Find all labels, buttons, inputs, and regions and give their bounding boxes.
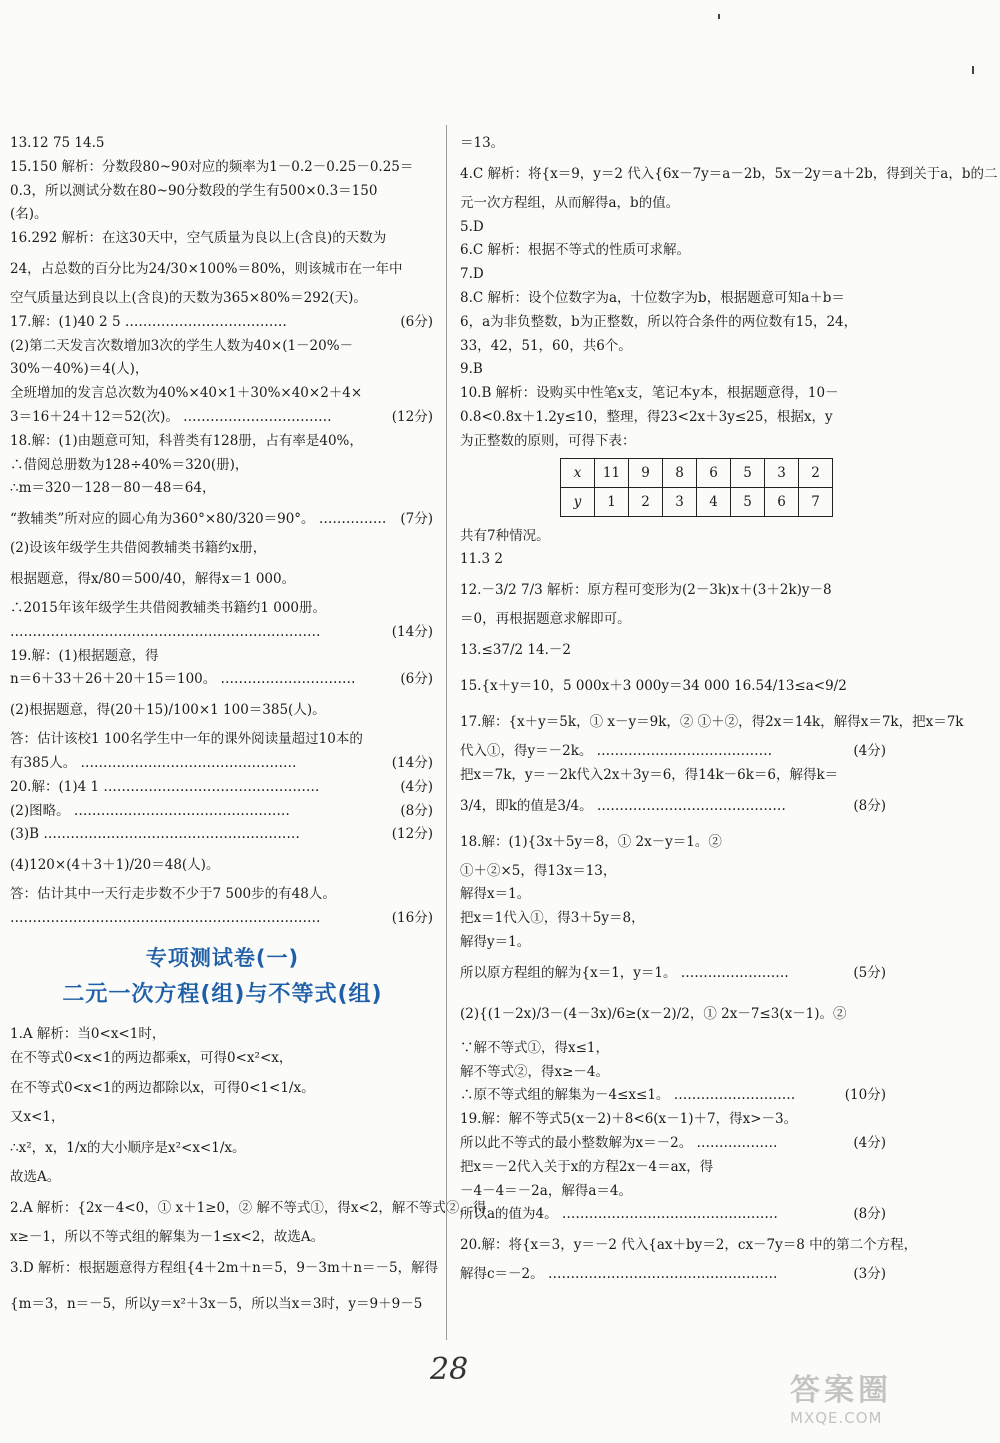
answer-text: x≥－1，所以不等式组的解集为－1≤x<2，故选A。 [10, 1228, 325, 1245]
left-answers-part2 [10, 1023, 487, 1322]
answer-line [460, 1061, 888, 1085]
answer-line [460, 1227, 918, 1263]
answer-line [10, 335, 435, 359]
answer-line [460, 132, 888, 156]
table-cell: 6 [697, 458, 731, 487]
answer-text: ∴x²，x，1/x的大小顺序是x²<x<1/x。 [10, 1140, 246, 1157]
answer-line [10, 1166, 435, 1190]
score-mark: (4分) [400, 778, 433, 795]
answer-text: 18.解：(1)由题意可知，科普类有128册，占有率是40%， [10, 432, 363, 449]
scan-speck [718, 14, 720, 19]
table-cell: y [561, 487, 595, 516]
answer-text: 把x＝7k，y＝－2k代入2x＋3y＝6，得14k－6k＝6，解得k＝ [460, 766, 839, 783]
answer-text: 30%－40%)＝4(人)， [10, 361, 149, 378]
answer-line [460, 335, 888, 359]
score-mark: (10分) [844, 1087, 886, 1104]
answer-text: 20.解：(1)4 1 ………………………………………… [10, 778, 320, 795]
answer-line [460, 287, 888, 311]
answer-text: 15.{x＋y＝10，5 000x＋3 000y＝34 000 16.54/13≤a<9/2 [460, 677, 847, 694]
answer-text: ∴原不等式组的解集为－4≤x≤1。 ……………………… [460, 1087, 796, 1104]
answer-text: 7.D [460, 266, 484, 283]
answer-text: 在不等式0<x<1的两边都除以x，可得0<1<1/x。 [10, 1080, 315, 1097]
answer-line [10, 203, 435, 227]
table-cell: x [561, 458, 595, 487]
answer-line [460, 1132, 888, 1156]
table-cell: 8 [663, 458, 697, 487]
answer-text: 解得x＝1。 [460, 886, 531, 903]
answer-text: 又x<1， [10, 1109, 65, 1126]
answer-text: (2)图略。 ………………………………………… [10, 802, 290, 819]
answer-text: 代入①，得y＝－2k。 ………………………………… [460, 742, 773, 759]
answer-text: 17.解：{x＋y＝5k，① x－y＝9k，② ①＋②，得2x＝14k，解得x＝7k，把x＝7k [460, 713, 964, 730]
answer-line [10, 537, 435, 561]
answer-line [10, 358, 435, 382]
answer-text: 17.解：(1)40 2 5 ……………………………… [10, 313, 287, 330]
answer-text: (2)设该年级学生共借阅教辅类书籍约x册， [10, 540, 267, 557]
score-mark: (5分) [853, 964, 886, 981]
answer-line [10, 1023, 435, 1047]
answer-text: 10.B 解析：设购买中性笔x支，笔记本y本，根据题意得，10－ [460, 385, 839, 402]
answer-line [460, 525, 888, 549]
answer-text: 解得y＝1。 [460, 933, 531, 950]
answer-text: 13.≤37/2 14.－2 [460, 641, 571, 658]
answer-text: 元一次方程组，从而解得a，b的值。 [460, 194, 680, 211]
table-cell: 3 [765, 458, 799, 487]
table-cell: 5 [731, 487, 765, 516]
answer-text: 20.解：将{x＝3，y＝－2 代入{ax＋by＝2，cx－7y＝8 中的第二个方程， [460, 1237, 918, 1254]
answer-line [10, 847, 435, 883]
answer-text: ∴m＝320－128－80－48＝64， [10, 480, 216, 497]
answer-text: {m＝3，n＝－5，所以y＝x²＋3x－5，所以当x＝3时，y＝9＋9－5 [10, 1295, 423, 1312]
answer-line [460, 788, 888, 824]
table-row-y [561, 487, 833, 516]
answer-text: ①＋②×5，得13x＝13， [460, 862, 617, 879]
page-number: 28 [430, 1352, 469, 1387]
score-mark: (7分) [400, 511, 433, 528]
score-mark: (4分) [853, 1134, 886, 1151]
answer-text: 把x＝1代入①，得3＋5y＝8， [460, 910, 645, 927]
score-mark: (6分) [400, 313, 433, 330]
answer-text: 13.12 75 14.5 [10, 135, 105, 151]
answer-line [10, 1047, 435, 1071]
answer-text: …………………………………………………………… [10, 623, 321, 640]
xy-solutions-table [560, 458, 833, 517]
answer-line [460, 1263, 888, 1287]
answer-text: 0.3，所以测试分数在80~90分数段的学生有500×0.3＝150 [10, 182, 378, 199]
answer-text: 2.A 解析：{2x－4<0，① x＋1≥0，② 解不等式①，得x<2，解不等式②，得 [10, 1199, 487, 1216]
table-cell: 7 [799, 487, 833, 516]
answer-text: 4.C 解析：将{x＝9，y＝2 代入{6x－7y＝a－2b，5x－2y＝a＋2b，得到关于a，b的二 [460, 165, 998, 182]
answer-line [10, 287, 435, 311]
answer-text: 有385人。 ………………………………………… [10, 754, 297, 771]
answer-line [460, 1037, 888, 1061]
answer-line [460, 955, 888, 991]
answer-line [460, 860, 888, 884]
answer-line [10, 776, 435, 800]
score-mark: (14分) [391, 754, 433, 771]
answer-text: n＝6＋33＋26＋20＋15＝100。 ………………………… [10, 671, 356, 688]
answer-line [460, 632, 888, 668]
answer-line [460, 358, 888, 382]
answer-text: 19.解：(1)根据题意，得 [10, 647, 159, 664]
answer-text: 全班增加的发言总次数为40%×40×1＋30%×40×2＋4× [10, 385, 363, 402]
answer-line [10, 907, 435, 931]
answer-line [460, 239, 888, 263]
answer-line [10, 883, 435, 907]
answer-line [10, 1286, 435, 1322]
answer-line [10, 1190, 487, 1226]
answer-line [10, 454, 435, 478]
answer-text: …………………………………………………………… [10, 909, 321, 926]
answer-line [10, 823, 435, 847]
answer-line [10, 227, 435, 251]
answer-text: 11.3 2 [460, 551, 503, 568]
score-mark: (14分) [391, 623, 433, 640]
answer-line [460, 931, 888, 955]
answer-line [460, 991, 888, 1037]
table-cell: 11 [595, 458, 629, 487]
score-mark: (12分) [391, 408, 433, 425]
answer-text: (2){(1－2x)/3－(4－3x)/6≥(x－2)/2，① 2x－7≤3(x－1)。② [460, 1005, 847, 1022]
answer-text: 18.解：(1){3x＋5y＝8，① 2x－y＝1。② [460, 833, 722, 850]
score-mark: (4分) [853, 742, 886, 759]
answer-text: 6.C 解析：根据不等式的性质可求解。 [460, 242, 691, 259]
answer-text: ∴借阅总册数为128÷40%＝320(册)， [10, 456, 249, 473]
answer-line [10, 382, 435, 406]
watermark-logo-text: 答案圈 [790, 1373, 892, 1408]
answer-line [10, 1250, 439, 1286]
answer-text: 所以原方程组的解为{x＝1，y＝1。 …………………… [460, 964, 789, 981]
answer-line [10, 477, 435, 501]
answer-line [10, 692, 435, 728]
answer-text: 1.A 解析：当0<x<1时， [10, 1025, 166, 1042]
table-cell: 9 [629, 458, 663, 487]
answer-line [460, 263, 888, 287]
answer-text: 把x＝－2代入关于x的方程2x－4＝ax，得 [460, 1158, 714, 1175]
answer-line [460, 1180, 888, 1204]
answer-text: ∴2015年该年级学生共借阅教辅类书籍约1 000册。 [10, 599, 327, 616]
answer-text: 为正整数的原则，可得下表： [460, 432, 636, 449]
answer-line [460, 192, 888, 216]
score-mark: (12分) [391, 826, 433, 843]
answer-line [10, 180, 435, 204]
answer-line [460, 311, 888, 335]
answer-line [10, 1106, 435, 1130]
answer-line [10, 1130, 435, 1166]
answer-text: 答：估计其中一天行走步数不少于7 500步的有48人。 [10, 886, 336, 903]
table-cell: 3 [663, 487, 697, 516]
score-mark: (8分) [853, 1206, 886, 1223]
score-mark: (3分) [853, 1266, 886, 1283]
answer-line [10, 621, 435, 645]
right-column [460, 132, 998, 1287]
answer-line [10, 156, 435, 180]
answer-line [460, 406, 888, 430]
left-answers-part1 [10, 132, 435, 931]
answer-line [460, 907, 888, 931]
answer-text: 0.8<0.8x＋1.2y≤10，整理，得23<2x＋3y≤25，根据x，y [460, 408, 833, 425]
answer-line [10, 406, 435, 430]
answer-line [460, 1108, 888, 1132]
scan-speck [972, 66, 974, 74]
answer-line [10, 752, 435, 776]
table-cell: 4 [697, 487, 731, 516]
answer-text: (2)第二天发言次数增加3次的学生人数为40×(1－20%－ [10, 337, 354, 354]
answer-text: 根据题意，得x/80＝500/40，解得x＝1 000。 [10, 570, 296, 587]
answer-text: 故选A。 [10, 1169, 61, 1186]
answer-line [10, 1226, 435, 1250]
table-cell: 2 [629, 487, 663, 516]
answer-line [460, 548, 888, 572]
score-mark: (8分) [400, 802, 433, 819]
answer-line [460, 1203, 888, 1227]
answer-text: (4)120×(4＋3＋1)/20＝48(人)。 [10, 857, 220, 874]
answer-text: －4－4＝－2a，解得a＝4。 [460, 1182, 632, 1199]
answer-text: (3)B ………………………………………………… [10, 826, 300, 843]
answer-line [10, 311, 435, 335]
answer-text: 共有7种情况。 [460, 527, 550, 544]
right-answers-part1 [460, 132, 998, 454]
answer-text: 解不等式②，得x≥－4。 [460, 1063, 610, 1080]
answer-text: 24，占总数的百分比为24/30×100%＝80%，则该城市在一年中 [10, 260, 403, 277]
answer-text: 19.解：解不等式5(x－2)＋8<6(x－1)＋7，得x>－3。 [460, 1111, 798, 1128]
answer-text: ＝13。 [460, 135, 505, 151]
answer-text: 解得c＝－2。 …………………………………………… [460, 1266, 778, 1283]
answer-line [460, 572, 888, 608]
answer-text: 所以此不等式的最小整数解为x＝－2。 ……………… [460, 1134, 778, 1151]
answer-text: 5.D [460, 218, 484, 235]
table-cell: 2 [799, 458, 833, 487]
site-watermark [790, 1365, 990, 1437]
answer-line [460, 156, 998, 192]
answer-line [10, 1070, 435, 1106]
answer-line [460, 430, 888, 454]
answer-line [10, 501, 435, 537]
answer-text: 答：估计该校1 100名学生中一年的课外阅读量超过10本的 [10, 731, 363, 748]
answer-line [10, 668, 435, 692]
table-cell: 5 [731, 458, 765, 487]
answer-line [460, 1156, 888, 1180]
answer-text: 16.292 解析：在这30天中，空气质量为良以上(含良)的天数为 [10, 230, 387, 247]
answer-text: ＝0，再根据题意求解即可。 [460, 611, 631, 628]
answer-line [10, 800, 435, 824]
answer-text: 9.B [460, 361, 483, 378]
answer-text: 6，a为非负整数，b为正整数，所以符合条件的两位数有15，24， [460, 313, 858, 330]
answer-text: (2)根据题意，得(20＋15)/100×1 100＝385(人)。 [10, 702, 326, 719]
answer-text: 8.C 解析：设个位数字为a，十位数字为b，根据题意可知a＋b＝ [460, 289, 845, 306]
answer-text: 33，42，51，60，共6个。 [460, 337, 632, 354]
answer-text: 3.D 解析：根据题意得方程组{4＋2m＋n＝5，9－3m＋n＝－5，解得 [10, 1259, 439, 1276]
answer-text: 在不等式0<x<1的两边都乘x，可得0<x²<x， [10, 1049, 293, 1066]
answer-text: 12.－3/2 7/3 解析：原方程可变形为(2－3k)x＋(3＋2k)y－8 [460, 582, 832, 599]
answer-line [460, 824, 888, 860]
answer-line [10, 645, 435, 669]
table-cell: 1 [595, 487, 629, 516]
section-title: 专项测试卷(一) [145, 945, 300, 970]
answer-line [10, 430, 435, 454]
answer-line [460, 382, 888, 406]
answer-text: 空气质量达到良以上(含良)的天数为365×80%＝292(天)。 [10, 289, 367, 306]
answer-line [460, 668, 888, 704]
answer-text: ∵解不等式①，得x≤1， [460, 1039, 610, 1056]
answer-line [10, 728, 435, 752]
answer-text: “教辅类”所对应的圆心角为360°×80/320＝90°。 …………… [10, 511, 387, 528]
right-answers-part2 [460, 525, 964, 1287]
answer-line [460, 883, 888, 907]
answer-line [460, 216, 888, 240]
table-row-x [561, 458, 833, 487]
score-mark: (8分) [853, 797, 886, 814]
answer-line [10, 561, 435, 597]
watermark-url: MXQE.COM [790, 1409, 883, 1427]
answer-line [10, 597, 435, 621]
answer-line [10, 251, 435, 287]
score-mark: (6分) [400, 671, 433, 688]
column-divider [446, 125, 447, 1340]
score-mark: (16分) [391, 909, 433, 926]
answer-line [460, 1084, 888, 1108]
answer-text: 3＝16＋24＋12＝52(次)。 …………………………… [10, 408, 332, 425]
answer-line [10, 132, 435, 156]
answer-line [460, 704, 964, 740]
answer-text: 15.150 解析：分数段80~90对应的频率为1－0.2－0.25－0.25＝ [10, 158, 414, 175]
answer-text: 3/4，即k的值是3/4。 …………………………………… [460, 797, 786, 814]
section-subtitle: 二元一次方程(组)与不等式(组) [62, 981, 383, 1007]
answer-line [460, 740, 888, 764]
answer-text: 所以a的值为4。 ………………………………………… [460, 1206, 778, 1223]
answer-text: (名)。 [10, 206, 48, 223]
answer-line [460, 608, 888, 632]
answer-line [460, 764, 888, 788]
table-cell: 6 [765, 487, 799, 516]
